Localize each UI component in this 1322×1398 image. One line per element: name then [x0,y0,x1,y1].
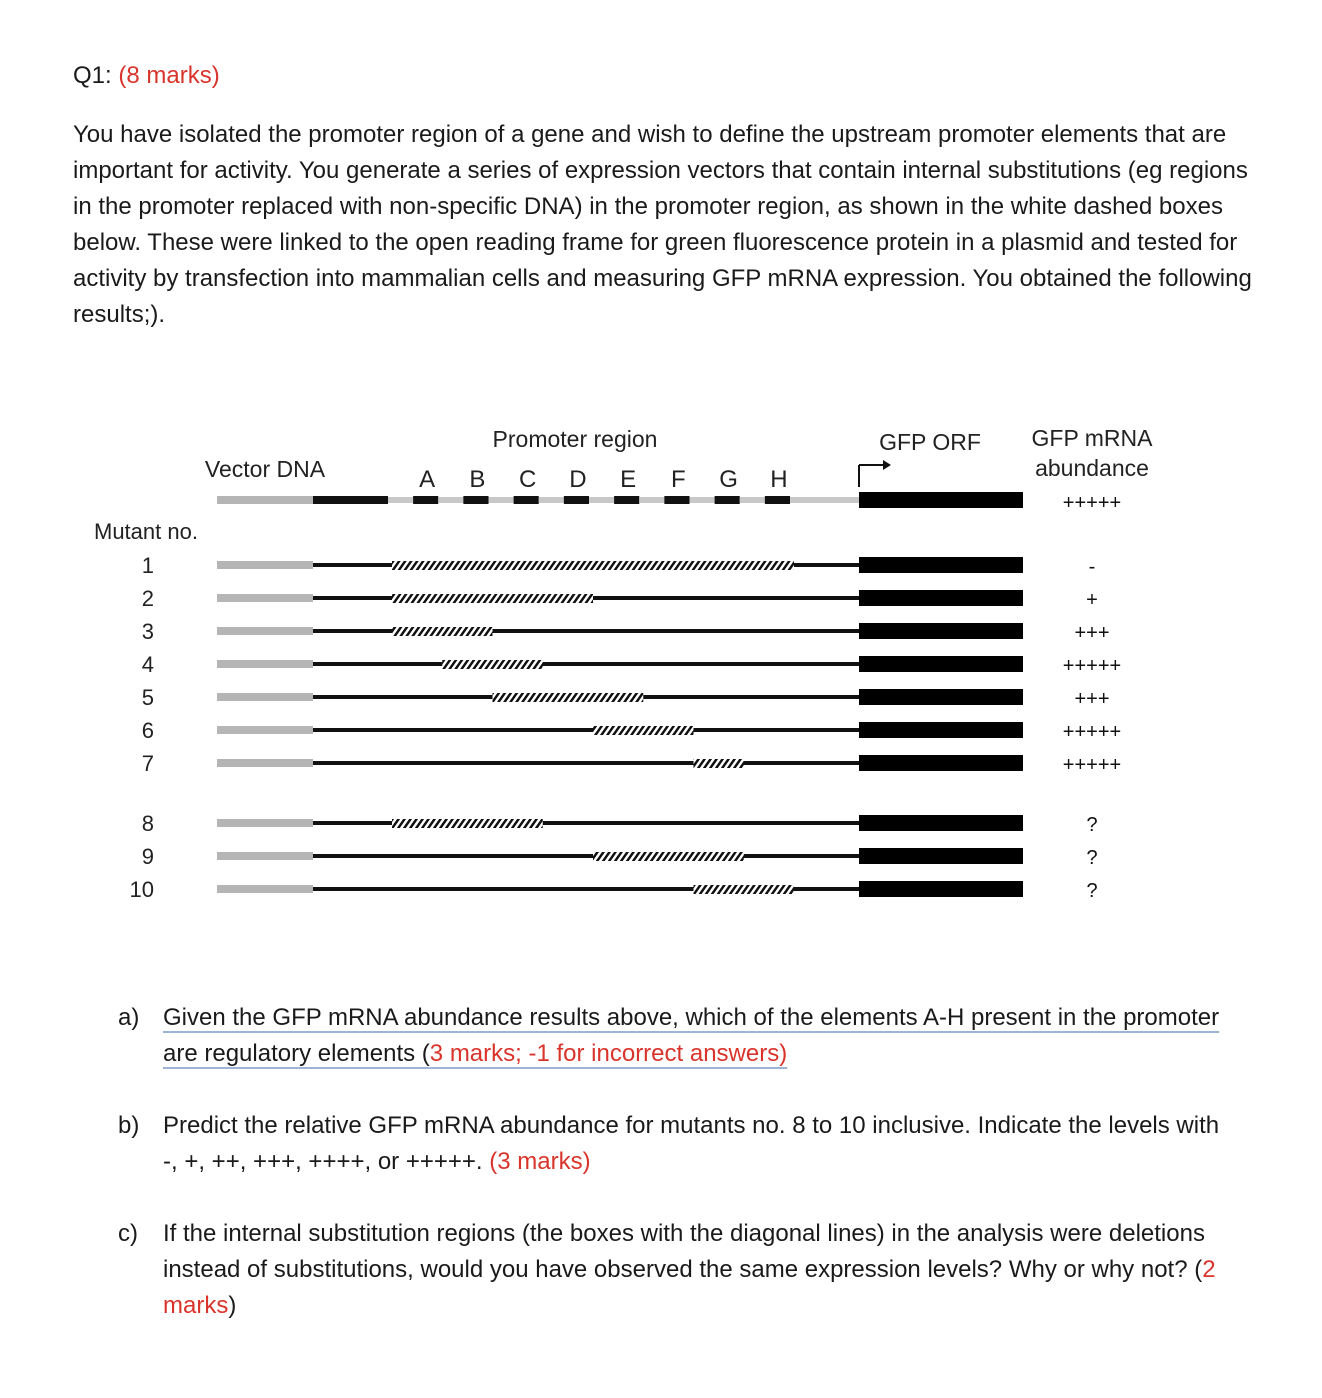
part-a-text [163,1000,1223,1072]
mutant-abundance: +++ [1074,622,1110,644]
abundance-label: abundance [1035,455,1149,481]
part-b-marks: (3 marks) [489,1148,591,1175]
gfp-orf-bar [859,815,1023,831]
element-label-a: A [419,466,436,493]
part-a-marks: 3 marks; -1 for incorrect answers) [429,1040,788,1067]
part-c-text [163,1216,1223,1324]
substitution-box [694,885,795,894]
wt-gfp-orf [859,492,1023,508]
gfp-orf-bar [859,557,1023,573]
mutant-row [142,685,1110,710]
question-title [73,62,220,90]
gfp-orf-bar [859,848,1023,864]
mutant-number: 8 [141,811,154,836]
substitution-box [694,759,744,768]
gfp-orf-label: GFP ORF [879,429,981,455]
wt-element-e [614,496,639,504]
part-b-letter: b) [118,1112,140,1139]
vector-dna-grey [217,660,313,668]
mutant-row [142,619,1110,644]
mutant-abundance: - [1088,556,1096,578]
gfp-orf-bar [859,722,1023,738]
element-label-g: G [719,466,738,493]
substitution-box [392,819,543,828]
gfp-orf-bar [859,656,1023,672]
element-label-d: D [569,466,587,493]
vector-dna-grey [217,885,313,893]
element-label-b: B [469,466,486,493]
mutant-row [130,877,1098,902]
wt-element-f [664,496,689,504]
mutant-number: 7 [141,751,154,776]
promoter-region-label: Promoter region [492,426,658,452]
vector-dna-label: Vector DNA [204,456,326,482]
substitution-box [593,726,694,735]
part-c-tail: ) [228,1292,237,1319]
mutant-row [142,718,1121,743]
vector-dna-grey [217,561,313,569]
vector-dna-grey [217,852,313,860]
question-intro: You have isolated the promoter region of a gene and wish to define the upstream promoter elements that are important for activity. You generate a series of expression vectors that contain internal substitutions (eg regions in the promoter replaced with non-specific DNA) in the promoter region, as shown in the white dashed boxes below. These were linked to the open reading frame for green fluorescence protein in a plasmid and tested for activity by transfection into mammalian cells and measuring GFP mRNA expression. You obtained the following results;). [73,121,1252,328]
promoter-line [313,662,859,666]
part-c-letter: c) [118,1220,138,1247]
mutant-number: 10 [129,877,154,902]
transcription-start-arrow [859,460,891,487]
wt-element-d [564,496,589,504]
promoter-diagram [80,415,1200,915]
substitution-box [392,594,593,603]
mutant-abundance: +++++ [1062,754,1122,776]
part-a-letter: a) [118,1004,140,1031]
mutant-row [142,811,1098,836]
element-label-e: E [620,466,637,493]
question-label: Q1: [73,62,112,89]
part-c-question: If the internal substitution regions (the boxes with the diagonal lines) in the analysis were deletions instead of substitutions, would you have observed the same expression levels? Why or why not? ( [163,1220,1205,1283]
wt-vector-grey [217,496,313,504]
vector-dna-grey [217,627,313,635]
substitution-box [392,627,493,636]
mutant-abundance: ? [1086,847,1098,869]
mutant-abundance: +++ [1074,688,1110,710]
mutant-no-label: Mutant no. [94,519,198,544]
promoter-line [313,761,859,765]
vector-dna-grey [217,693,313,701]
substitution-box [493,693,644,702]
mutant-abundance: ? [1086,814,1098,836]
wt-element-b [463,496,488,504]
wt-element-a [413,496,438,504]
mutant-number: 1 [141,553,154,578]
promoter-line [313,854,859,858]
wt-abundance: +++++ [1062,492,1122,514]
mutant-number: 4 [141,652,154,677]
mutant-number: 5 [141,685,154,710]
promoter-line [313,728,859,732]
part-c-marks: 2 marks [163,1256,1216,1319]
part-b-question: Predict the relative GFP mRNA abundance for mutants no. 8 to 10 inclusive. Indicate the levels with -, +, ++, +++, ++++, or +++++. [163,1112,1220,1175]
part-a-question: Given the GFP mRNA abundance results above, which of the elements A-H present in the promoter are regulatory elements ( [163,1004,1220,1067]
gfp-orf-bar [859,689,1023,705]
mutant-number: 3 [141,619,154,644]
mutant-row [142,751,1121,776]
vector-dna-grey [217,819,313,827]
gfp-orf-bar [859,881,1023,897]
substitution-box [442,660,543,669]
mutant-abundance: +++++ [1062,655,1122,677]
substitution-box [593,852,744,861]
mutant-row [142,553,1096,578]
mutant-row [142,652,1121,677]
gfp-orf-bar [859,755,1023,771]
question-marks: (8 marks) [118,62,220,89]
element-label-c: C [518,466,537,493]
mutant-abundance: ? [1086,880,1098,902]
wt-element-g [715,496,740,504]
mutant-number: 9 [141,844,154,869]
wt-linker [790,497,859,503]
wt-element-h [765,496,790,504]
mutant-number: 6 [141,718,154,743]
part-b-text [163,1108,1223,1180]
mutant-abundance: +++++ [1062,721,1122,743]
element-label-h: H [770,466,788,493]
gfp-orf-bar [859,590,1023,606]
gfp-mrna-label: GFP mRNA [1031,425,1153,451]
mutant-number: 2 [141,586,154,611]
mutant-row [142,586,1098,611]
wt-vector-black [313,496,388,504]
vector-dna-grey [217,594,313,602]
vector-dna-grey [217,759,313,767]
substitution-box [392,561,794,570]
gfp-orf-bar [859,623,1023,639]
element-label-f: F [671,466,686,493]
wt-element-c [514,496,539,504]
mutant-row [142,844,1098,869]
vector-dna-grey [217,726,313,734]
mutant-abundance: + [1086,589,1098,611]
